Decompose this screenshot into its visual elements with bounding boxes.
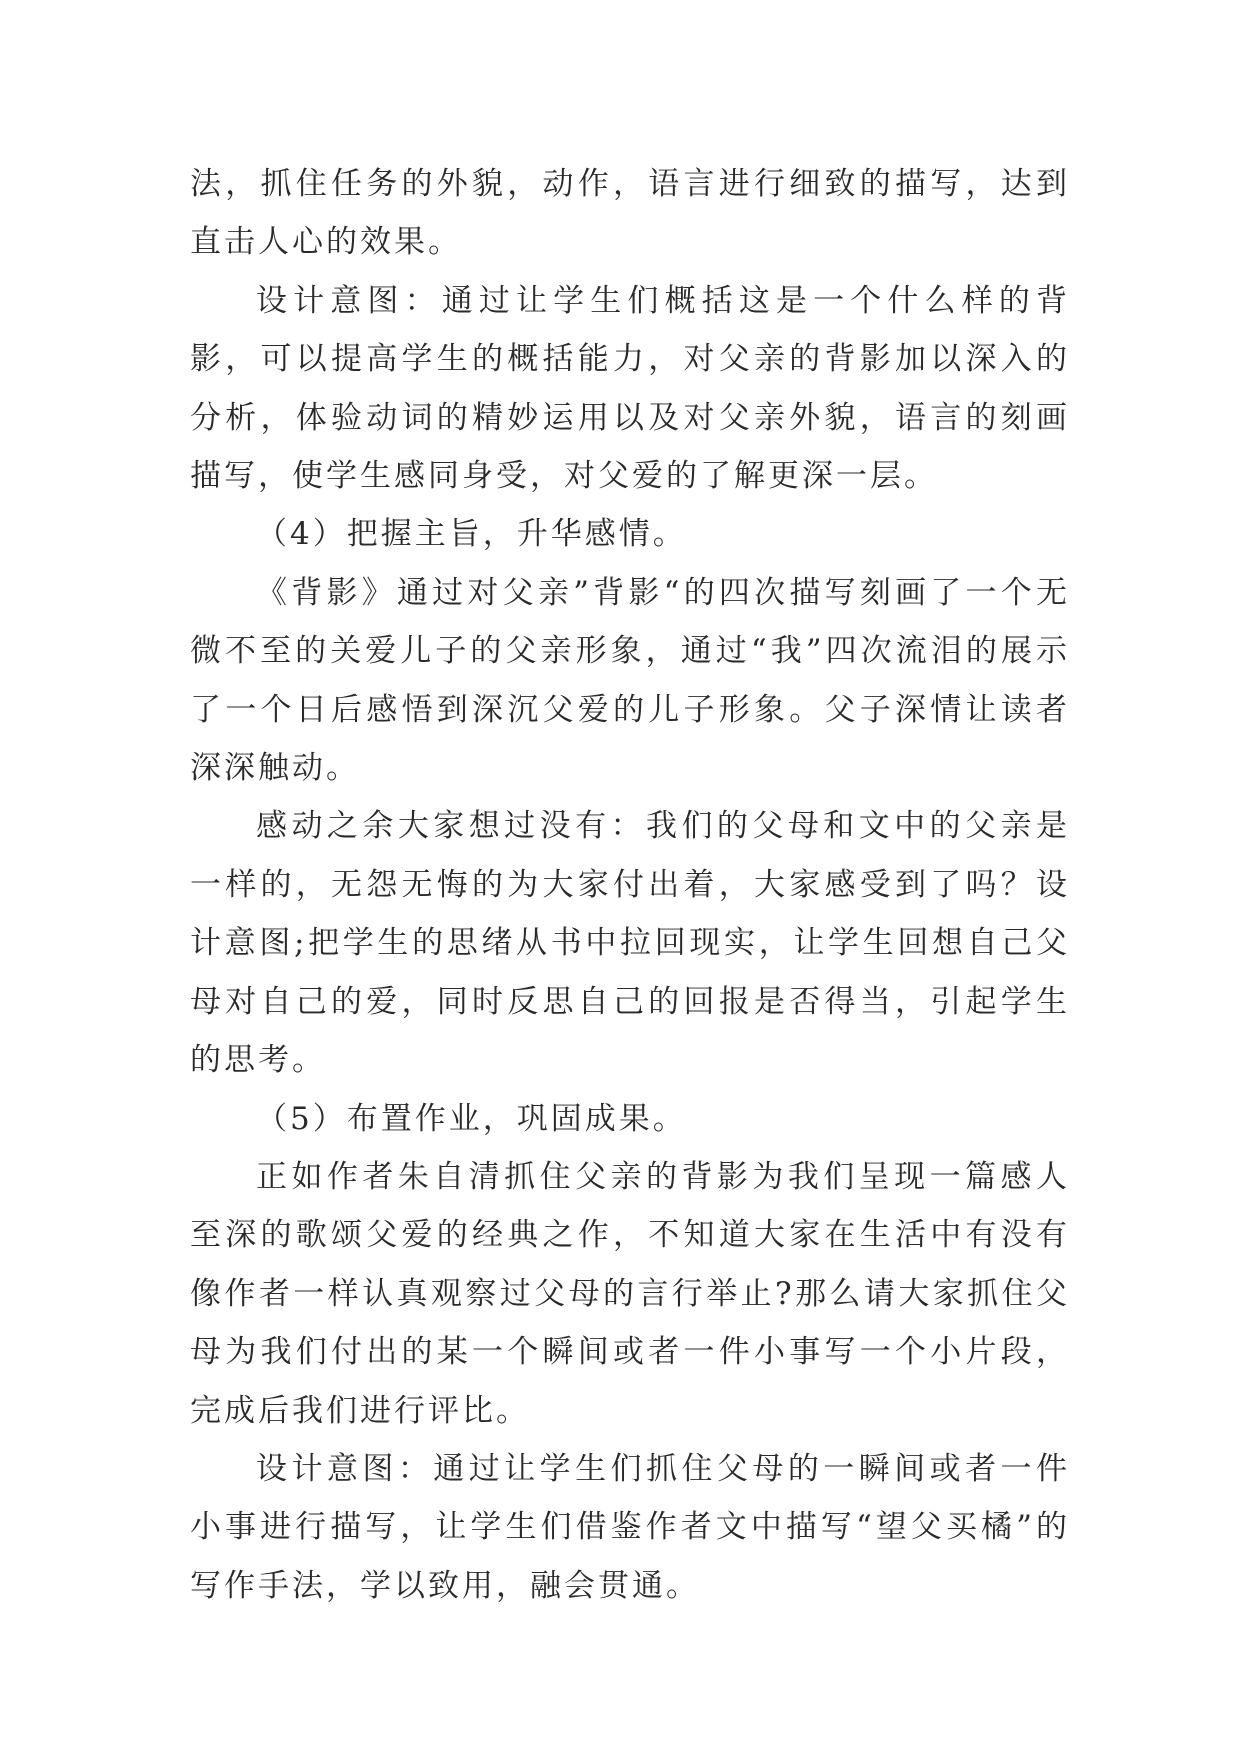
paragraph-4: 《背影》通过对父亲”背影“的四次描写刻画了一个无微不至的关爱儿子的父亲形象，通过“我”四次流泪的展示了一个日后感悟到深沉父爱的儿子形象。父子深情让读者深深触动。 <box>190 574 1070 787</box>
paragraph-8: 设计意图：通过让学生们抓住父母的一瞬间或者一件小事进行描写，让学生们借鉴作者文中描写“望父买橘”的写作手法，学以致用，融会贯通。 <box>190 1450 1070 1604</box>
paragraph-3: （4）把握主旨，升华感情。 <box>256 516 687 553</box>
paragraph-7: 正如作者朱自清抓住父亲的背影为我们呈现一篇感人至深的歌颂父爱的经典之作，不知道大家在生活中有没有像作者一样认真观察过父母的言行举止?那么请大家抓住父母为我们付出的某一个瞬间或者一件小事写一个小片段，完成后我们进行评比。 <box>190 1158 1070 1429</box>
paragraph-1: 法，抓住任务的外貌，动作，语言进行细致的描写，达到直击人心的效果。 <box>190 166 1070 261</box>
document-body <box>190 155 1070 1615</box>
paragraph-2: 设计意图：通过让学生们概括这是一个什么样的背影，可以提高学生的概括能力，对父亲的背影加以深入的分析，体验动词的精妙运用以及对父亲外貌，语言的刻画描写，使学生感同身受，对父爱的了解更深一层。 <box>190 282 1070 495</box>
paragraph-5: 感动之余大家想过没有：我们的父母和文中的父亲是一样的，无怨无悔的为大家付出着，大家感受到了吗？设计意图;把学生的思绪从书中拉回现实，让学生回想自己父母对自己的爱，同时反思自己的回报是否得当，引起学生的思考。 <box>190 808 1070 1079</box>
paragraph-6: （5）布置作业，巩固成果。 <box>256 1100 687 1137</box>
